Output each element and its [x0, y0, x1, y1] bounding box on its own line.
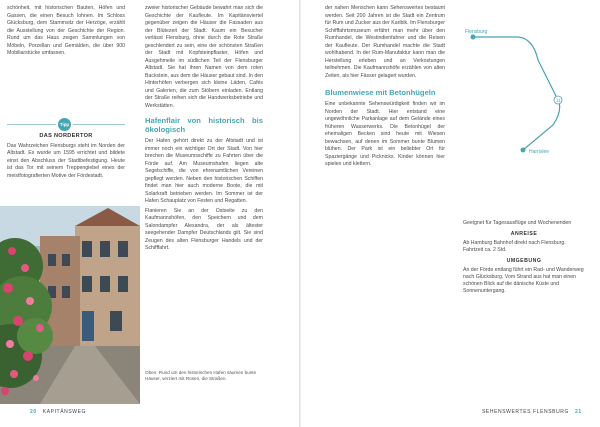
sidebar-header: Geeignet für Tagesausflüge und Wochenenden: [463, 220, 572, 226]
tip-title: DAS NORDERTOR: [39, 133, 93, 139]
page-number-right: 21: [575, 409, 582, 415]
tip-box: [7, 133, 125, 180]
map-label-top: Flensburg: [465, 29, 488, 35]
left-col2-paragraph-1: zweier historischer Gebäude bewahrt man sich die Geschichte der Kaufleute. Im Kapitänsviertel gegenüber zeigen die Häuser die Fassaden aus der Blütezeit der Stadt. Kaum ein Besucher verlässt Flensburg, ohne durch die Rote Straße geschlendert zu sein, eine der schönsten Straßen der Stadt mit Kopfsteinpflaster, Höfen und Ausgehmeile im südlichen Teil der Flensburger Altstadt. Sie hat ihren Namen von dem roten Backstein, aus dem die Häuser gebaut sind. In den Hinterhöfen verbergen sich kleine Läden, Cafés und Galerien, die zum Stöbern einladen. Entlang der Straße reihen sich die Handwerksbetriebe und Werkstätten.: [145, 5, 263, 109]
right-col1-paragraph-2: Eine unbekannte Sehenswürdigkeit finden wir im Norden der Stadt. Hier entstand eine ungewöhnliche Parkanlage auf dem Gelände eines früheren Wasserwerks. Die Betonhügel der ehemaligen Becken sind heute mit Wiesen bewachsen, auf denen im Sommer bunte Blumen blühen. Der Park ist ein beliebter Ort für Spaziergänge und Picknicks. Kinder können hier spielen und klettern.: [325, 101, 445, 167]
tip-text: Das Wahrzeichen Flensburgs steht im Norden der Altstadt. Es wurde um 1595 errichtet und bildete einst den Abschluss der Stadtbefestigung. Heute ist das Tor mit seinem Treppengiebel eines der meistfotografierten Motive der Fördestadt.: [7, 142, 125, 179]
map-label-bottom: Harrislee: [529, 149, 550, 155]
tip-divider-left: [7, 124, 56, 125]
footer-right: [482, 409, 582, 415]
sidebar-section2-label: UMGEBUNG: [506, 258, 542, 264]
map-start-marker: [471, 35, 476, 40]
sidebar-section2-text: An der Förde entlang führt ein Rad- und Wanderweg nach Glücksburg. Vom Strand aus hat man einen schönen Blick auf die dänische Küste und Sonnenuntergang.: [463, 267, 584, 294]
map-end-marker: [521, 148, 526, 153]
footer-left: [30, 409, 86, 415]
harbor-heading: Hafenflair von historisch bis ökologisch: [145, 116, 263, 134]
left-col2-paragraph-3: Flanieren Sie an der Ostseite zu den Kaufmannshöfen, den Speichern und dem Salondampfer Alexandra, der als ältester seegehender Dampfer Deutschlands gilt. Sie sind Zeugen des alten Flensburger Handels und der Schifffahrt.: [145, 207, 263, 251]
street-photo-image: [0, 206, 140, 404]
street-photo: [0, 206, 140, 404]
sidebar-section1-text: Ab Hamburg Bahnhof direkt nach Flensburg. Fahrtzeit ca. 2 Std.: [463, 240, 566, 253]
info-sidebar: [463, 220, 585, 295]
right-column-1: [325, 5, 445, 169]
photo-caption: Oben: Rund um den historischen Hafen säumen bunte Häuser, verziert mit Rosen, die Straßen.: [145, 370, 257, 381]
left-col2-paragraph-2: Der Hafen gehört direkt zu der Altstadt und ist immer noch ein wichtiger Ort der Stadt. Von hier brechen die Museumsschiffe zu Fahrten über die Förde auf. Am Museumshafen liegen alte Segelschiffe, die von ehrenamtlichen Vereinen gepflegt werden. Neben den historischen Schiffen findet man hier auch moderne Boote, die mit Solarkraft betrieben werden. Im Sommer ist der Hafen Schauplatz von Festen und Regatten.: [145, 138, 263, 204]
left-column-1: [7, 5, 125, 58]
map-route-number: 11: [556, 98, 561, 103]
route-map: [463, 0, 600, 205]
footer-left-title: KAPITÄNSWEG: [42, 409, 87, 415]
intro-paragraph: schönheit, mit historischen Bauten, Höfen und Gassen, die einen Besuch lohnen. Im Schloss Glücksburg, dem Stammsitz der Herzöge, erzählt die Ausstellung von der Geschichte der Region. Rund um das Haus zeigen Sammlungen von Möbeln, Porzellan und Gemälden, die über 900 Mobiliarstücke umfassen.: [7, 5, 125, 56]
right-col1-paragraph-1: der nahen Menschen kann Sehenswertes bestaunt werden. Seit 200 Jahren ist die Stadt ein Zentrum für Rum und Zucker aus der Karibik. Im Flensburger Schifffahrtsmuseum erfährt man mehr über den Rumhandel, die Westindienfahrer und die Reisen der Kaufleute. Der Rumhandel machte die Stadt wohlhabend. In der Rum-Manufaktur kann man die Herstellung erleben und an Verkostungen teilnehmen. Die Kaufmannshöfe erzählen von alten Zeiten, als hier Fässer gelagert wurden.: [325, 5, 445, 79]
left-column-2: [145, 5, 263, 253]
route-map-drawing: [463, 0, 600, 205]
page-number-left: 20: [30, 409, 37, 415]
tip-badge: Tipp: [58, 118, 71, 131]
sidebar-section1-label: ANREISE: [510, 231, 538, 237]
flower-heading: Blumenwiese mit Betonhügeln: [325, 88, 436, 97]
footer-right-title: SEHENSWERTES FLENSBURG: [482, 409, 570, 415]
book-gutter: [299, 0, 301, 427]
tip-divider-right: [73, 124, 125, 125]
